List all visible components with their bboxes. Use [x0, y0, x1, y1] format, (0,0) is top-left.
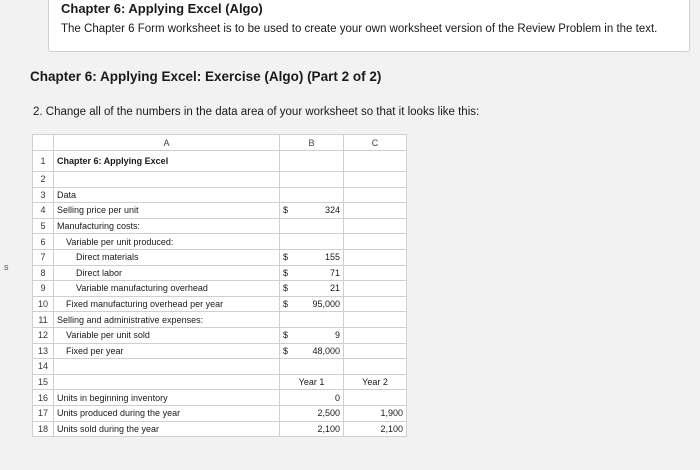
cell-b-value: 9	[334, 330, 340, 341]
cell-a: Chapter 6: Applying Excel	[54, 151, 280, 172]
table-row	[33, 327, 407, 343]
col-header-b: B	[280, 135, 344, 151]
table-row	[33, 359, 407, 375]
row-number: 5	[33, 218, 54, 234]
dollar-sign: $	[283, 283, 289, 294]
dollar-sign: $	[283, 205, 289, 216]
table-row	[33, 421, 407, 437]
table-row	[33, 312, 407, 328]
cell-a: Variable per unit sold	[54, 327, 280, 343]
cell-b: 2,500	[280, 405, 344, 421]
table-row	[33, 296, 407, 312]
cell-b	[280, 234, 344, 250]
dollar-sign: $	[283, 299, 289, 310]
cell-a: Manufacturing costs:	[54, 218, 280, 234]
row-number: 18	[33, 421, 54, 437]
table-row	[33, 151, 407, 172]
left-edge-marker: s	[4, 262, 9, 272]
cell-b	[280, 265, 344, 281]
table-row	[33, 281, 407, 297]
cell-b-value: 324	[324, 205, 340, 216]
page-subtitle: The Chapter 6 Form worksheet is to be used to create your own worksheet version of the Review Problem in the text.	[61, 23, 658, 35]
cell-a: Direct labor	[54, 265, 280, 281]
cell-b: 0	[280, 390, 344, 406]
cell-b-value: 71	[329, 267, 340, 278]
cell-c	[344, 312, 407, 328]
dollar-sign: $	[283, 330, 289, 341]
table-row	[33, 218, 407, 234]
col-header-a: A	[54, 135, 280, 151]
row-number: 14	[33, 359, 54, 375]
row-number: 9	[33, 281, 54, 297]
table-row	[33, 187, 407, 203]
row-number: 1	[33, 151, 54, 172]
cell-a: Direct materials	[54, 249, 280, 265]
cell-c	[344, 151, 407, 172]
cell-a	[54, 172, 280, 188]
row-number: 3	[33, 187, 54, 203]
cell-c: Year 2	[344, 374, 407, 390]
cell-a: Units produced during the year	[54, 405, 280, 421]
cell-a: Fixed per year	[54, 343, 280, 359]
cell-a: Variable per unit produced:	[54, 234, 280, 250]
row-number: 11	[33, 312, 54, 328]
row-number: 4	[33, 203, 54, 219]
cell-c	[344, 265, 407, 281]
cell-c: 2,100	[344, 421, 407, 437]
spreadsheet	[32, 134, 407, 437]
row-number: 8	[33, 265, 54, 281]
cell-b	[280, 296, 344, 312]
cell-c	[344, 203, 407, 219]
cell-a: Selling price per unit	[54, 203, 280, 219]
cell-b	[280, 151, 344, 172]
cell-b: 2,100	[280, 421, 344, 437]
table-row	[33, 234, 407, 250]
corner-cell	[33, 135, 54, 151]
dollar-sign: $	[283, 267, 289, 278]
cell-a: Fixed manufacturing overhead per year	[54, 296, 280, 312]
row-number: 17	[33, 405, 54, 421]
cell-a: Variable manufacturing overhead	[54, 281, 280, 297]
cell-a: Selling and administrative expenses:	[54, 312, 280, 328]
col-header-c: C	[344, 135, 407, 151]
row-number: 12	[33, 327, 54, 343]
cell-c	[344, 249, 407, 265]
cell-c	[344, 172, 407, 188]
cell-b	[280, 172, 344, 188]
cell-a	[54, 359, 280, 375]
cell-a	[54, 374, 280, 390]
row-number: 10	[33, 296, 54, 312]
table-row	[33, 249, 407, 265]
cell-b	[280, 203, 344, 219]
dollar-sign: $	[283, 345, 289, 356]
table-row	[33, 265, 407, 281]
table-row	[33, 172, 407, 188]
exercise-title: Chapter 6: Applying Excel: Exercise (Algo) (Part 2 of 2)	[30, 69, 382, 84]
cell-c	[344, 343, 407, 359]
row-number: 16	[33, 390, 54, 406]
cell-a: Data	[54, 187, 280, 203]
cell-b	[280, 343, 344, 359]
cell-c: 1,900	[344, 405, 407, 421]
row-number: 2	[33, 172, 54, 188]
cell-b	[280, 359, 344, 375]
cell-c	[344, 234, 407, 250]
table-row	[33, 343, 407, 359]
cell-a: Units in beginning inventory	[54, 390, 280, 406]
cell-b-value: 21	[329, 283, 340, 294]
cell-b-value: 95,000	[312, 299, 340, 310]
cell-c	[344, 359, 407, 375]
cell-c	[344, 281, 407, 297]
cell-c	[344, 327, 407, 343]
cell-b-value: 48,000	[312, 345, 340, 356]
dollar-sign: $	[283, 252, 289, 263]
cell-c	[344, 390, 407, 406]
page-title: Chapter 6: Applying Excel (Algo)	[61, 1, 263, 16]
cell-b	[280, 281, 344, 297]
cell-b	[280, 218, 344, 234]
row-number: 15	[33, 374, 54, 390]
table-row	[33, 405, 407, 421]
table-row	[33, 390, 407, 406]
row-number: 7	[33, 249, 54, 265]
column-header-row	[33, 135, 407, 151]
cell-b	[280, 327, 344, 343]
cell-c	[344, 218, 407, 234]
cell-b	[280, 187, 344, 203]
cell-b	[280, 249, 344, 265]
header-box	[48, 0, 690, 52]
cell-b: Year 1	[280, 374, 344, 390]
cell-b	[280, 312, 344, 328]
row-number: 13	[33, 343, 54, 359]
cell-b-value: 155	[324, 252, 340, 263]
cell-c	[344, 187, 407, 203]
instruction-text: 2. Change all of the numbers in the data area of your worksheet so that it looks like this:	[33, 106, 480, 118]
cell-a: Units sold during the year	[54, 421, 280, 437]
row-number: 6	[33, 234, 54, 250]
table-row	[33, 203, 407, 219]
cell-c	[344, 296, 407, 312]
table-row	[33, 374, 407, 390]
